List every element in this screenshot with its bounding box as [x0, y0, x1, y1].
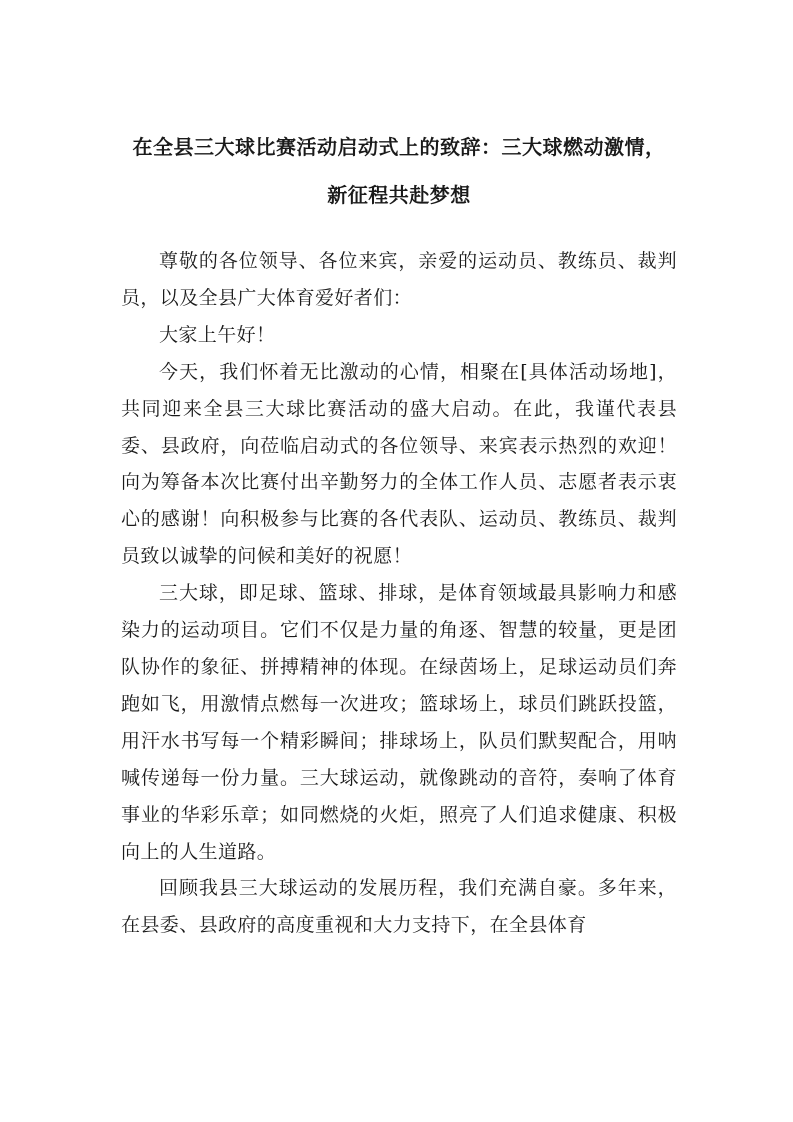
document-page [121, 123, 677, 944]
paragraph-greeting: 大家上午好！ [159, 323, 276, 346]
paragraph-three-balls: 三大球，即足球、篮球、排球，是体育领域最具影响力和感染力的运动项目。它们不仅是力量的角逐、智慧的较量，更是团队协作的象征、拼搏精神的体现。在绿茵场上，足球运动员们奔跑如飞，用激情点燃每一次进攻；篮球场上，球员们跳跃投篮，用汗水书写每一个精彩瞬间；排球场上，队员们默契配合，用呐喊传递每一份力量。三大球运动，就像跳动的音符，奏响了体育事业的华彩乐章；如同燃烧的火炬，照亮了人们追求健康、积极向上的人生道路。 [121, 582, 677, 863]
document-title [121, 123, 677, 219]
paragraph-welcome: 今天，我们怀着无比激动的心情，相聚在[具体活动场地]，共同迎来全县三大球比赛活动的盛大启动。在此，我谨代表县委、县政府，向莅临启动式的各位领导、来宾表示热烈的欢迎！向为筹备本次比赛付出辛勤努力的全体工作人员、志愿者表示衷心的感谢！向积极参与比赛的各代表队、运动员、教练员、裁判员致以诚挚的问候和美好的祝愿！ [121, 360, 677, 568]
paragraph-review: 回顾我县三大球运动的发展历程，我们充满自豪。多年来，在县委、县政府的高度重视和大力支持下，在全县体育 [121, 877, 677, 937]
title-line-1: 在全县三大球比赛活动启动式上的致辞：三大球燃动激情， [132, 135, 666, 159]
title-line-2: 新征程共赴梦想 [327, 183, 471, 207]
document-body [121, 243, 677, 944]
paragraph-salutation: 尊敬的各位领导、各位来宾，亲爱的运动员、教练员、裁判员，以及全县广大体育爱好者们： [121, 250, 677, 309]
